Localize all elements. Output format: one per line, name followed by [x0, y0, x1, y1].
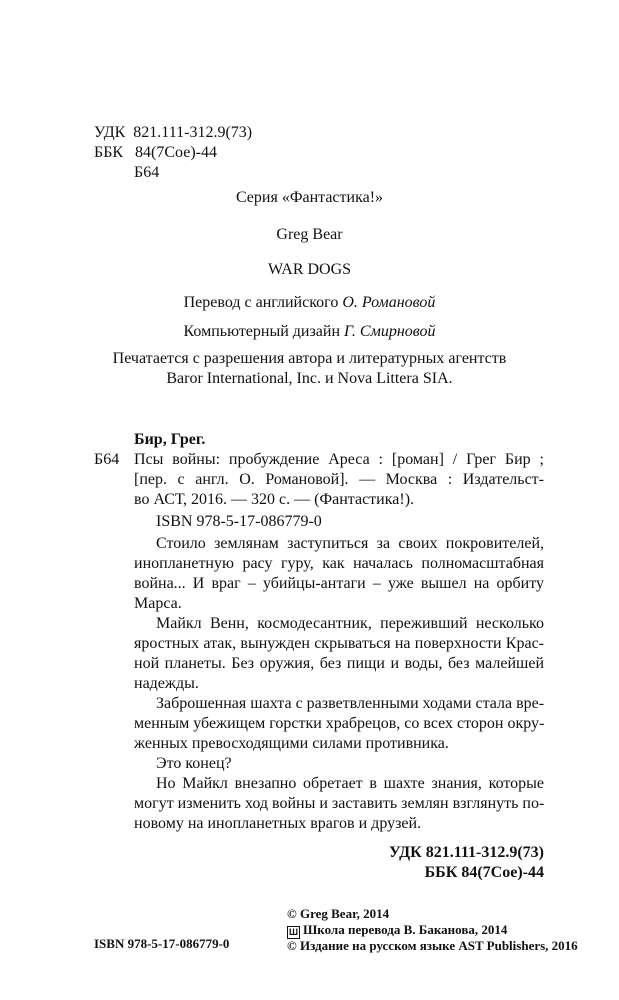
- original-title: WAR DOGS: [267, 261, 352, 278]
- author-mark: Б64: [134, 164, 160, 181]
- design-prefix: Компьютерный дизайн: [183, 323, 341, 340]
- original-author: Greg Bear: [276, 226, 343, 243]
- permission-line-2: Baror International, Inc. и Nova Littera SIA.: [166, 370, 453, 387]
- catalog-description-1: Псы войны: пробуждение Ареса : [роман] / Грег Бир ;: [134, 451, 544, 468]
- udk-value: 821.111-312.9(73): [133, 124, 253, 141]
- translation-credit: [0, 293, 619, 313]
- translation-prefix: Перевод с английского: [183, 294, 339, 311]
- copyright-line-3: © Издание на русском языке AST Publishers, 2016: [287, 938, 578, 953]
- series-title: Серия «Фантастика!»: [235, 189, 384, 206]
- copyright-line-2-text: Школа перевода В. Баканова, 2014: [303, 922, 508, 937]
- udk-line: [94, 123, 252, 143]
- isbn-bottom: ISBN 978-5-17-086779-0: [94, 936, 230, 951]
- annotation-line: женных превосходящими силами противника.: [134, 735, 449, 752]
- udk-label: УДК: [94, 124, 126, 141]
- catalog-mark: Б64: [94, 451, 120, 468]
- annotation-line: Но Майкл внезапно обретает в шахте знания, которые: [156, 775, 544, 792]
- footer-udk: УДК 821.111-312.9(73): [389, 844, 544, 861]
- translator-name: О. Романовой: [342, 294, 436, 311]
- annotation-line: надежды.: [134, 675, 199, 692]
- catalog-author-heading: Бир, Грег.: [134, 431, 206, 448]
- annotation-line: яростных атак, вынужден скрываться на поверхности Крас-: [134, 635, 544, 652]
- annotation-line: инопланетную расу гуру, как началась полномасштабная: [134, 555, 544, 572]
- catalog-description-2: [пер. с англ. О. Романовой]. — Москва : Издательст-: [134, 471, 544, 488]
- designer-name: Г. Смирновой: [344, 323, 436, 340]
- annotation-line: Майкл Венн, космодесантник, переживший несколько: [156, 615, 544, 632]
- design-credit: [0, 322, 619, 342]
- copyright-line-2: [287, 922, 507, 939]
- catalog-description-3: во АСТ, 2016. — 320 с. — (Фантастика!).: [134, 491, 415, 508]
- annotation-line: Стоило землянам заступиться за своих покровителей,: [156, 535, 544, 552]
- annotation-line: Заброшенная шахта с разветвленными ходами стала вре-: [156, 695, 545, 712]
- annotation-line: могут изменить ход войны и заставить землян взглянуть по-: [134, 795, 545, 812]
- bbk-line: [94, 143, 217, 163]
- annotation-line: ной планеты. Без оружия, без пищи и воды, без малейшей: [134, 655, 544, 672]
- translation-school-stamp-icon: Ш: [288, 927, 299, 937]
- permission-line-1: Печатается с разрешения автора и литературных агентств: [112, 350, 507, 367]
- catalog-isbn: ISBN 978-5-17-086779-0: [156, 513, 322, 530]
- bbk-label: ББК: [94, 144, 124, 161]
- annotation-line: менным убежищем горстки храбрецов, со всех сторон окру-: [134, 715, 545, 732]
- annotation-line: Марса.: [134, 595, 182, 612]
- annotation-line: новому на инопланетных врагов и друзей.: [134, 815, 422, 832]
- bbk-value: 84(7Сое)-44: [135, 144, 217, 161]
- footer-bbk: ББК 84(7Сое)-44: [424, 864, 544, 881]
- annotation-line: война... И враг – убийцы-антаги – уже вышел на орбиту: [134, 575, 544, 592]
- copyright-line-1: © Greg Bear, 2014: [287, 906, 390, 921]
- annotation-line: Это конец?: [156, 755, 232, 772]
